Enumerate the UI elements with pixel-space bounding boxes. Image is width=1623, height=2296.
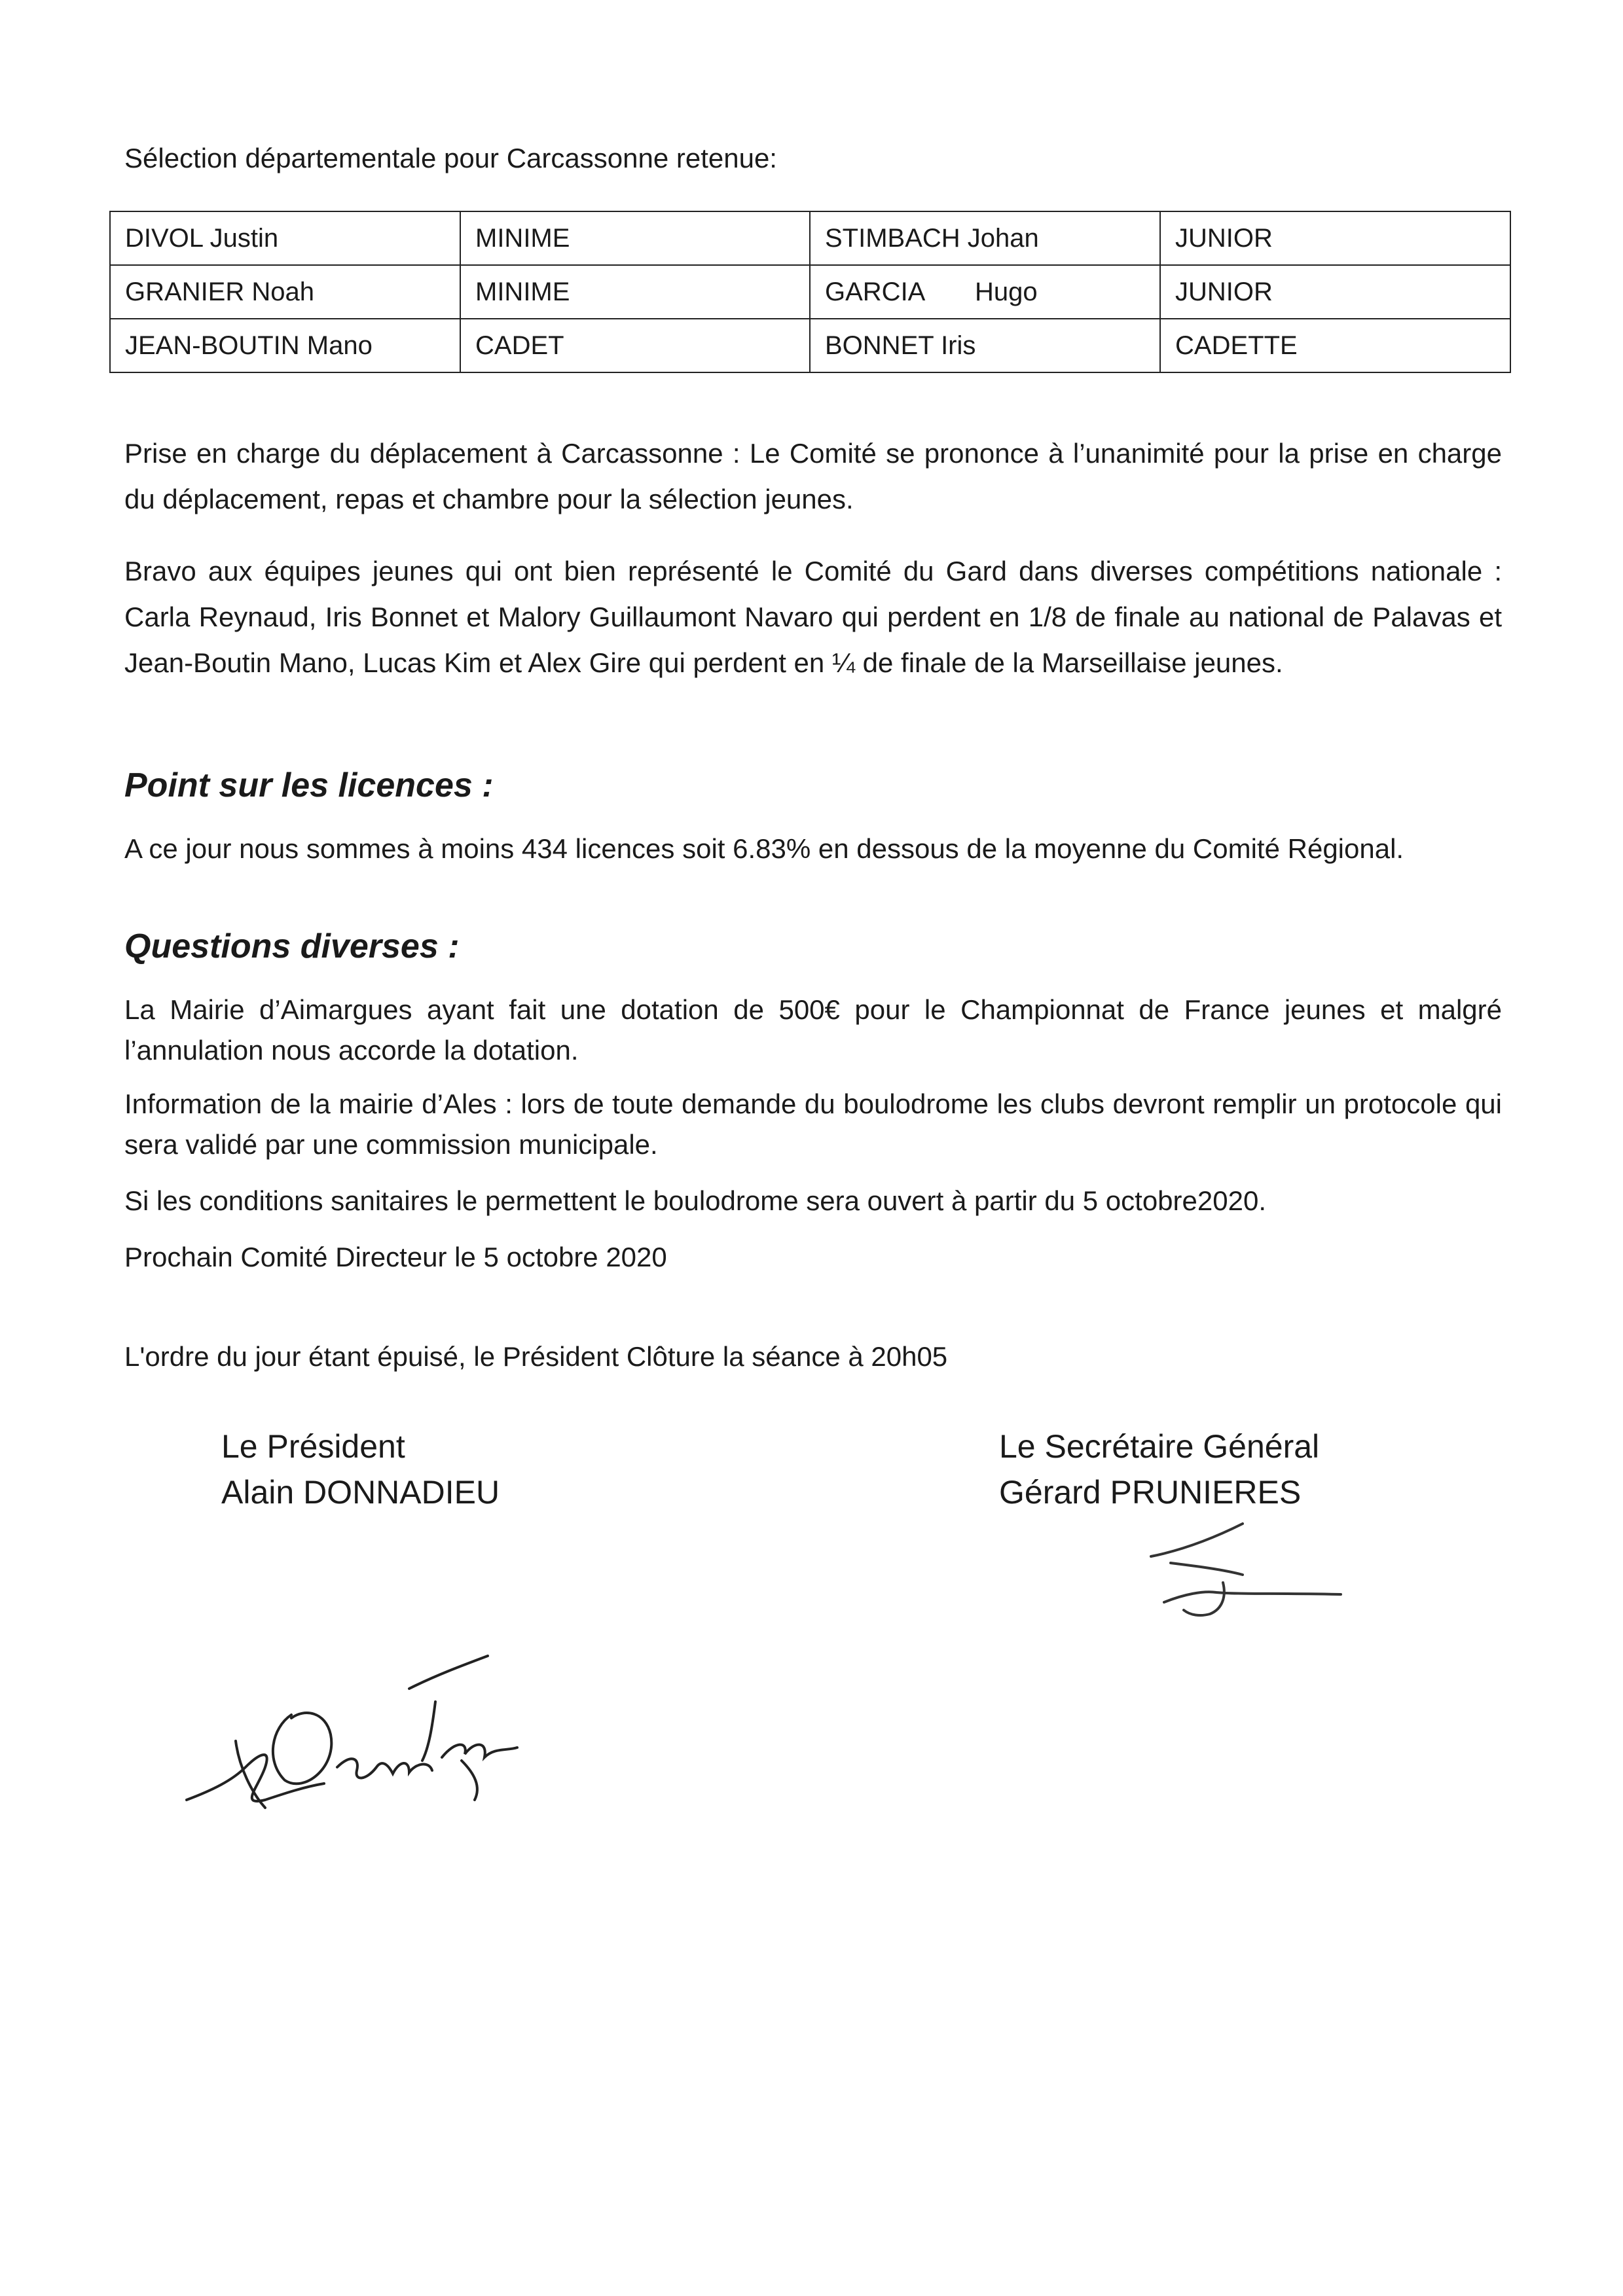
secretary-signature [1144, 1517, 1354, 1619]
category-cell: JUNIOR [1160, 265, 1510, 319]
president-role: Le Président [221, 1428, 405, 1465]
player-name-cell: JEAN-BOUTIN Mano [110, 319, 460, 372]
player-name-cell: GRANIER Noah [110, 265, 460, 319]
licences-paragraph: A ce jour nous sommes à moins 434 licences soit 6.83% en dessous de la moyenne du Comité Régional. [124, 833, 1404, 864]
question-item: Prochain Comité Directeur le 5 octobre 2020 [124, 1242, 667, 1272]
player-name-cell: BONNET Iris [810, 319, 1160, 372]
deplacement-paragraph: Prise en charge du déplacement à Carcassonne : Le Comité se prononce à l’unanimité pour la prise en charge du déplacement, repas et chambre pour la sélection jeunes. [124, 438, 1502, 514]
question-item: La Mairie d’Aimargues ayant fait une dotation de 500€ pour le Championnat de France jeunes et malgré l’annulation nous accorde la dotation. [124, 994, 1502, 1066]
player-name-cell: GARCIA Hugo [810, 265, 1160, 319]
category-cell: CADETTE [1160, 319, 1510, 372]
category-cell: MINIME [460, 265, 810, 319]
category-cell: JUNIOR [1160, 211, 1510, 265]
bravo-paragraph: Bravo aux équipes jeunes qui ont bien représenté le Comité du Gard dans diverses compétitions nationale : Carla Reynaud, Iris Bonnet et Malory Guillaumont Navaro qui perdent en 1/8 de finale au national de Palavas et Jean-Boutin Mano, Lucas Kim et Alex Gire qui perdent en ¼ de finale de la Marseillaise jeunes. [124, 556, 1502, 678]
selection-intro: Sélection départementale pour Carcassonne retenue: [124, 143, 777, 173]
president-name: Alain DONNADIEU [221, 1474, 500, 1511]
category-cell: CADET [460, 319, 810, 372]
table-row [110, 211, 1510, 265]
selection-table [109, 211, 1511, 373]
secretary-name: Gérard PRUNIERES [999, 1474, 1302, 1511]
player-name-cell: DIVOL Justin [110, 211, 460, 265]
player-name-cell: STIMBACH Johan [810, 211, 1160, 265]
questions-heading: Questions diverses : [124, 927, 460, 965]
closing-statement: L'ordre du jour étant épuisé, le Président Clôture la séance à 20h05 [124, 1341, 948, 1372]
president-signature [173, 1636, 527, 1826]
table-row [110, 319, 1510, 372]
president-block [221, 1424, 500, 1515]
category-cell: MINIME [460, 211, 810, 265]
question-item: Information de la mairie d’Ales : lors de toute demande du boulodrome les clubs devront remplir un protocole qui sera validé par une commission municipale. [124, 1088, 1502, 1160]
secretary-block [999, 1424, 1319, 1515]
secretary-role: Le Secrétaire Général [999, 1428, 1320, 1465]
licences-heading: Point sur les licences : [124, 766, 494, 804]
question-item: Si les conditions sanitaires le permettent le boulodrome sera ouvert à partir du 5 octobre2020. [124, 1185, 1266, 1216]
table-row [110, 265, 1510, 319]
